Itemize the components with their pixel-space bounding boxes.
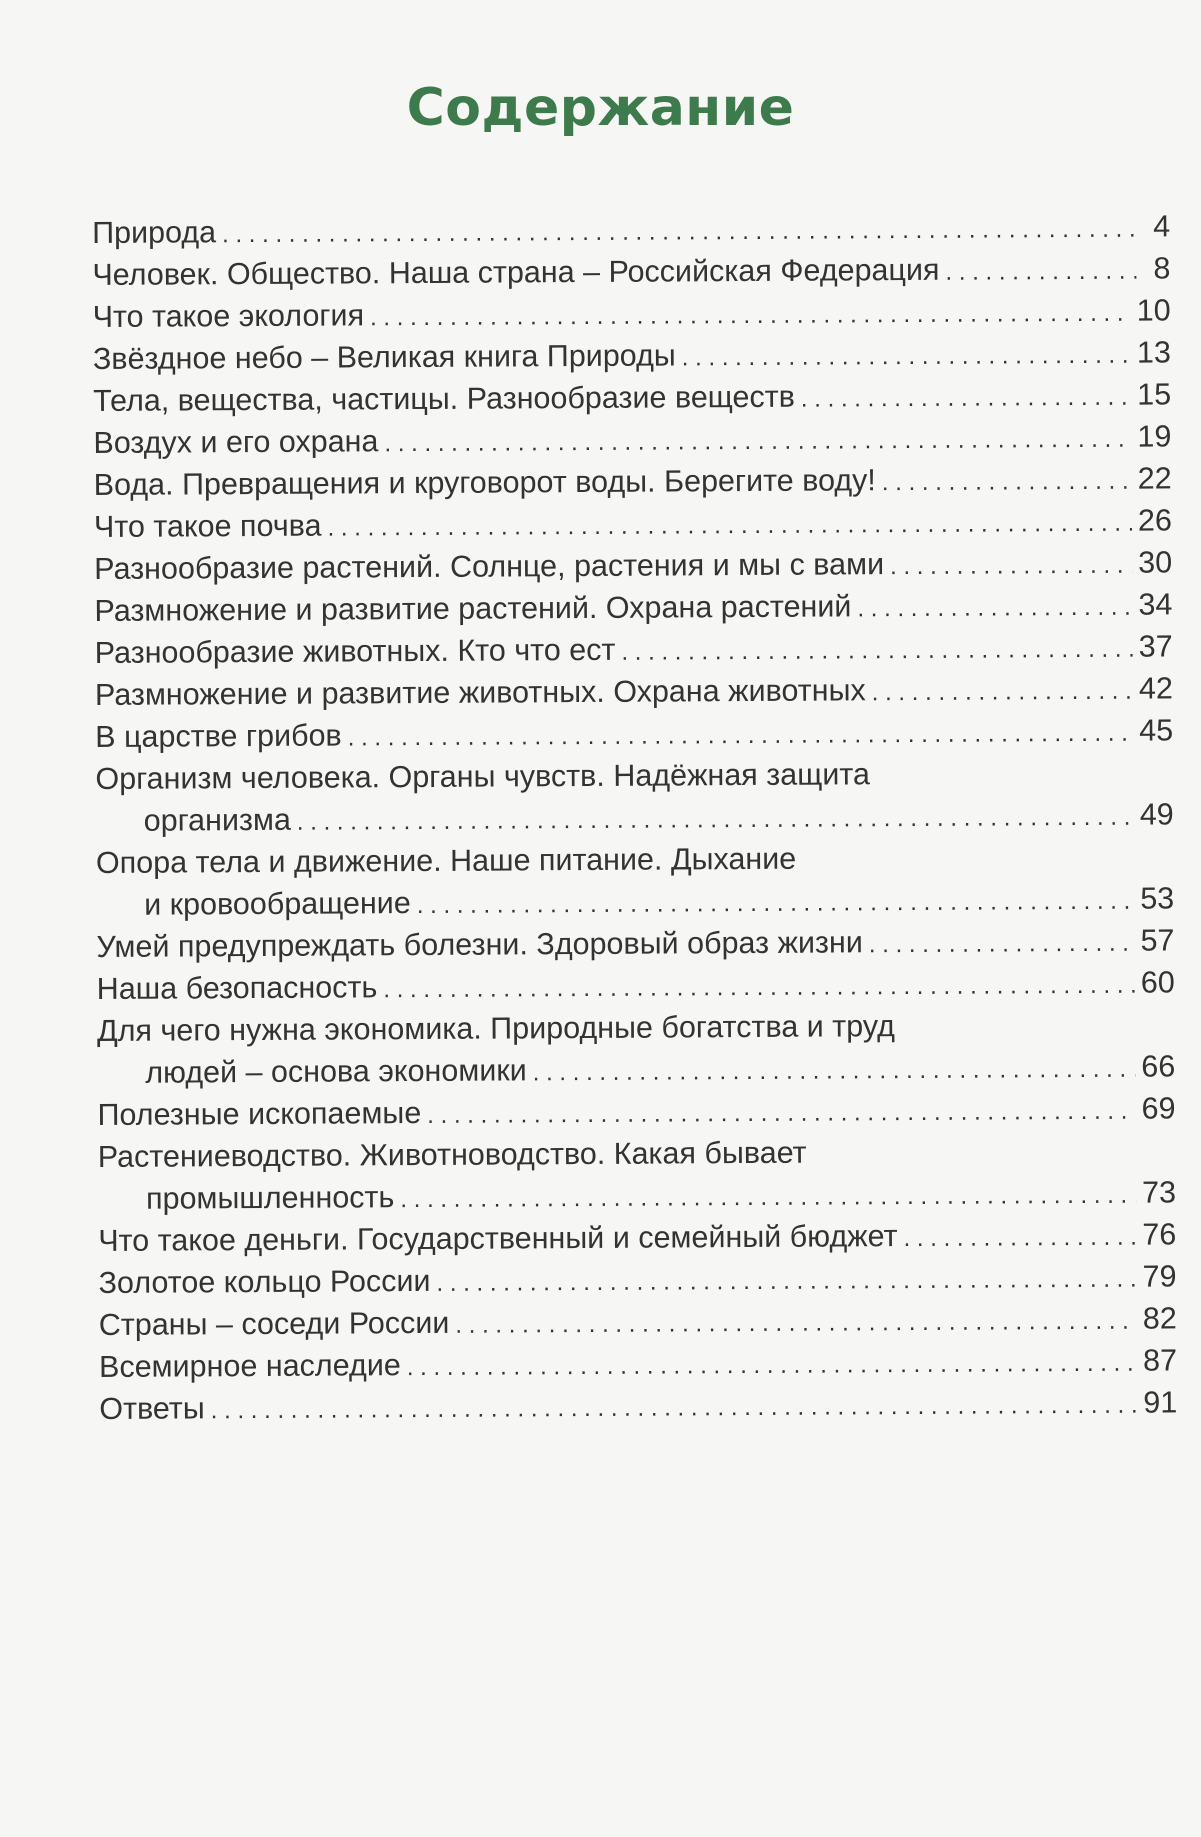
toc-page-number: 13 xyxy=(1136,335,1171,370)
toc-entry-title: Что такое экология xyxy=(92,298,365,334)
dot-leader xyxy=(882,461,1132,505)
toc-entry-title: Звёздное небо – Великая книга Природы xyxy=(92,338,676,376)
toc-entry-title: и кровообращение xyxy=(144,886,411,922)
toc-entry-title: Наша безопасность xyxy=(96,970,378,1006)
toc-entry xyxy=(94,457,1172,506)
toc-entry-title: Вода. Превращения и круговорот воды. Берегите воду! xyxy=(93,463,876,502)
toc-page-number: 15 xyxy=(1137,377,1172,412)
toc-entry-row xyxy=(96,793,1174,842)
toc-entry xyxy=(95,709,1173,758)
toc-entry-title: Что такое почва xyxy=(93,508,322,544)
dot-leader xyxy=(436,1259,1136,1305)
dot-leader xyxy=(370,293,1131,340)
toc-entry-row xyxy=(98,1255,1176,1304)
toc-entry-row xyxy=(94,583,1172,632)
dot-leader xyxy=(327,503,1132,550)
dot-leader xyxy=(427,1091,1136,1137)
toc-entry-row xyxy=(97,1045,1175,1094)
toc-entry xyxy=(94,499,1172,548)
toc-entry-title-line: Для чего нужна экономика. Природные богатства и труд xyxy=(96,1009,895,1048)
toc-entry xyxy=(98,1255,1176,1304)
toc-page-number: 10 xyxy=(1136,293,1171,328)
toc-page-number: 26 xyxy=(1137,503,1173,538)
toc-entry-row xyxy=(93,289,1171,338)
toc-entry xyxy=(93,415,1171,464)
dot-leader xyxy=(383,965,1135,1012)
toc-entry-title-line: Растениеводство. Животноводство. Какая бывает xyxy=(97,1135,807,1174)
table-of-contents xyxy=(92,205,1177,1430)
toc-page-number: 30 xyxy=(1138,545,1173,580)
toc-page-number: 49 xyxy=(1139,797,1174,832)
toc-page-number: 57 xyxy=(1140,923,1175,958)
dot-leader xyxy=(533,1049,1136,1095)
toc-entry-row xyxy=(92,205,1170,254)
toc-entry xyxy=(93,331,1171,380)
toc-entry-row xyxy=(98,1171,1176,1220)
toc-entry-title: промышленность xyxy=(145,1180,395,1216)
dot-leader xyxy=(682,335,1131,380)
toc-entry-title: организма xyxy=(143,802,291,838)
dot-leader xyxy=(348,713,1134,760)
toc-entry-row xyxy=(95,667,1173,716)
toc-entry-title: Природа xyxy=(92,215,217,250)
toc-entry xyxy=(93,289,1171,338)
dot-leader xyxy=(455,1301,1137,1347)
toc-page-number: 66 xyxy=(1141,1049,1176,1084)
toc-entry xyxy=(99,1381,1177,1430)
toc-entry-title: Полезные ископаемые xyxy=(97,1096,422,1132)
dot-leader xyxy=(903,1217,1136,1260)
toc-page-number: 76 xyxy=(1142,1217,1177,1252)
toc-entry-title: Что такое деньги. Государственный и семейный бюджет xyxy=(98,1219,898,1258)
toc-entry-row xyxy=(97,1087,1175,1136)
toc-page-number: 22 xyxy=(1137,461,1172,496)
toc-page-number: 45 xyxy=(1139,713,1174,748)
toc-entry-row xyxy=(94,541,1172,590)
toc-entry-title: В царстве грибов xyxy=(95,718,342,754)
toc-entry-row xyxy=(93,415,1171,464)
toc-page-number: 82 xyxy=(1142,1301,1177,1336)
toc-entry xyxy=(95,625,1173,674)
toc-page-number: 60 xyxy=(1140,965,1175,1000)
toc-entry-row xyxy=(93,331,1171,380)
toc-entry-title: Ответы xyxy=(99,1391,205,1426)
toc-entry-row xyxy=(97,961,1175,1010)
toc-entry-row xyxy=(98,1213,1176,1262)
toc-entry xyxy=(92,247,1170,296)
toc-entry-title: Страны – соседи России xyxy=(98,1305,450,1342)
toc-entry-title: Разнообразие животных. Кто что ест xyxy=(94,632,616,670)
toc-entry-title: Тела, вещества, частицы. Разнообразие веществ xyxy=(93,379,795,418)
toc-page-number: 4 xyxy=(1153,209,1171,244)
toc-page-number: 19 xyxy=(1137,419,1172,454)
toc-entry-row xyxy=(95,625,1173,674)
toc-page-number: 87 xyxy=(1142,1343,1178,1378)
toc-page-number: 73 xyxy=(1141,1175,1177,1210)
toc-entry xyxy=(93,373,1171,422)
dot-leader xyxy=(621,629,1133,674)
toc-entry xyxy=(96,919,1174,968)
dot-leader xyxy=(297,797,1134,844)
toc-entry-title-line: Организм человека. Органы чувств. Надёжная защита xyxy=(95,757,870,796)
toc-page-number: 37 xyxy=(1138,629,1173,664)
toc-entry-title: Золотое кольцо России xyxy=(98,1263,431,1300)
toc-entry-title: Умей предупреждать болезни. Здоровый образ жизни xyxy=(96,925,863,964)
dot-leader xyxy=(945,251,1136,294)
toc-page-number: 91 xyxy=(1143,1385,1178,1420)
toc-entry-title: Воздух и его охрана xyxy=(93,424,379,460)
toc-page-number: 34 xyxy=(1138,587,1173,622)
toc-entry-title: Размножение и развитие растений. Охрана растений xyxy=(94,589,852,628)
toc-entry xyxy=(95,751,1173,842)
toc-entry-row xyxy=(96,877,1174,926)
toc-entry-row xyxy=(94,499,1172,548)
page-title: Содержание xyxy=(406,78,795,138)
toc-entry xyxy=(94,583,1172,632)
toc-entry xyxy=(98,1129,1176,1220)
toc-entry-title: Всемирное наследие xyxy=(98,1348,401,1384)
toc-entry-title-line: Опора тела и движение. Наше питание. Дыхание xyxy=(95,841,797,880)
toc-entry-row xyxy=(93,373,1171,422)
toc-entry xyxy=(92,205,1170,254)
toc-entry xyxy=(98,1213,1176,1262)
toc-entry xyxy=(99,1297,1177,1346)
dot-leader xyxy=(407,1343,1138,1389)
dot-leader xyxy=(417,881,1135,927)
toc-entry-title: людей – основа экономики xyxy=(145,1053,527,1090)
toc-entry-row xyxy=(96,919,1174,968)
dot-leader xyxy=(890,545,1132,588)
toc-page-number: 42 xyxy=(1138,671,1174,706)
dot-leader xyxy=(801,377,1132,421)
toc-entry-row xyxy=(94,457,1172,506)
toc-entry-row xyxy=(95,709,1173,758)
dot-leader xyxy=(400,1175,1136,1221)
toc-entry-row xyxy=(99,1339,1177,1388)
toc-entry-row xyxy=(92,247,1170,296)
toc-entry xyxy=(96,835,1174,926)
toc-entry-title: Человек. Общество. Наша страна – Российская Федерация xyxy=(92,252,940,292)
dot-leader xyxy=(222,209,1136,257)
dot-leader xyxy=(857,587,1132,631)
toc-entry-title: Размножение и развитие животных. Охрана животных xyxy=(94,673,866,712)
dot-leader xyxy=(211,1385,1138,1433)
toc-entry xyxy=(99,1339,1177,1388)
toc-page-number: 79 xyxy=(1142,1259,1177,1294)
toc-entry xyxy=(95,667,1173,716)
dot-leader xyxy=(872,671,1134,715)
toc-entry-row xyxy=(99,1297,1177,1346)
toc-entry-title: Разнообразие растений. Солнце, растения и мы с вами xyxy=(94,547,885,586)
toc-entry xyxy=(94,541,1172,590)
toc-entry xyxy=(97,1003,1175,1094)
dot-leader xyxy=(384,419,1131,466)
toc-entry-row xyxy=(99,1381,1177,1430)
toc-entry xyxy=(97,1087,1175,1136)
toc-page-number: 8 xyxy=(1153,251,1171,286)
dot-leader xyxy=(869,923,1135,967)
toc-page-number: 53 xyxy=(1140,881,1175,916)
toc-entry xyxy=(97,961,1175,1010)
toc-page-number: 69 xyxy=(1141,1091,1176,1126)
